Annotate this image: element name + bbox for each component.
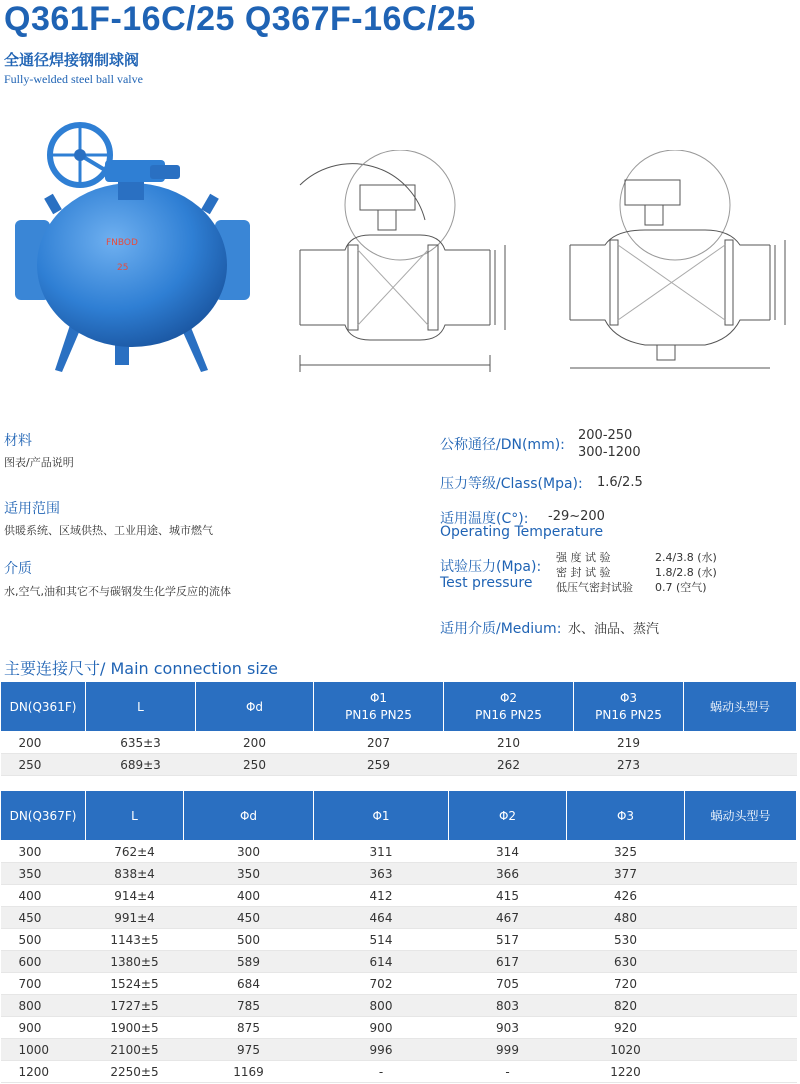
table-cell: 450 [1, 907, 86, 929]
table-cell: 262 [444, 754, 574, 776]
table-cell: 500 [1, 929, 86, 951]
table-row [1, 885, 797, 907]
table-cell [685, 1039, 797, 1061]
header-phi2: Φ2 [499, 691, 518, 705]
table-cell: 900 [314, 1017, 449, 1039]
valve-drawing-q361f [290, 150, 520, 380]
test-row-value: 0.7 (空气) [655, 581, 707, 594]
table-row [1, 841, 797, 863]
test-row-name: 密 封 试 验 [556, 566, 611, 579]
table-cell: 517 [449, 929, 567, 951]
table-row [1, 754, 797, 776]
table-cell: 589 [184, 951, 314, 973]
test-label-en: Test pressure [440, 575, 533, 591]
table-cell: 875 [184, 1017, 314, 1039]
table-cell: 363 [314, 863, 449, 885]
table-row [1, 995, 797, 1017]
table-cell [685, 951, 797, 973]
table-cell: 720 [567, 973, 685, 995]
table-cell: 975 [184, 1039, 314, 1061]
table-cell: 800 [314, 995, 449, 1017]
table-cell [685, 841, 797, 863]
medium-text: 水,空气,油和其它不与碳钢发生化学反应的流体 [4, 585, 231, 598]
table-cell [685, 907, 797, 929]
table-cell: 762±4 [86, 841, 184, 863]
table-cell: 415 [449, 885, 567, 907]
table-cell: 464 [314, 907, 449, 929]
table-row [1, 1017, 797, 1039]
table-cell: 903 [449, 1017, 567, 1039]
table-cell: 996 [314, 1039, 449, 1061]
table-header: DN(Q361F) [1, 682, 86, 732]
table-cell: 300 [184, 841, 314, 863]
material-text: 图表/产品说明 [4, 456, 74, 469]
table-cell: 914±4 [86, 885, 184, 907]
table-cell: 412 [314, 885, 449, 907]
applicable-medium-label: 适用介质/Medium: [440, 621, 562, 637]
table-cell: 1220 [567, 1061, 685, 1083]
class-label: 压力等级/Class(Mpa): [440, 476, 583, 492]
table-header [444, 682, 574, 732]
table-cell: 630 [567, 951, 685, 973]
table-cell: 1169 [184, 1061, 314, 1083]
table-header: 蜗动头型号 [685, 791, 797, 841]
dn-value-1: 200-250 [578, 428, 633, 443]
table-cell: 991±4 [86, 907, 184, 929]
table-cell [685, 1017, 797, 1039]
table-cell: 480 [567, 907, 685, 929]
table-cell: 705 [449, 973, 567, 995]
table-cell: 700 [1, 973, 86, 995]
header-phi1: Φ1 [369, 691, 388, 705]
table-header: Φ1 [314, 791, 449, 841]
table-cell: - [449, 1061, 567, 1083]
table-cell [685, 929, 797, 951]
dimension-table-q361f [0, 681, 797, 776]
temp-label-en: Operating Temperature [440, 524, 604, 540]
table-row [1, 732, 797, 754]
table-header: Φ2 [449, 791, 567, 841]
table-cell: 500 [184, 929, 314, 951]
table-header: 蜗动头型号 [684, 682, 797, 732]
table-header: Φ3 [567, 791, 685, 841]
table-cell [685, 885, 797, 907]
table-header [574, 682, 684, 732]
test-label: 试验压力(Mpa): [440, 559, 542, 575]
table-cell: 1200 [1, 1061, 86, 1083]
table-cell: 530 [567, 929, 685, 951]
table-cell: 838±4 [86, 863, 184, 885]
test-row-value: 1.8/2.8 (水) [655, 566, 717, 579]
table-cell: 684 [184, 973, 314, 995]
table-cell: 617 [449, 951, 567, 973]
table-cell: 207 [314, 732, 444, 754]
table-row [1, 863, 797, 885]
table-cell: 273 [574, 754, 684, 776]
table-row [1, 973, 797, 995]
table-cell: 200 [1, 732, 86, 754]
table-cell: 514 [314, 929, 449, 951]
section-title: 主要连接尺寸/ Main connection size [4, 659, 279, 678]
table-cell: 803 [449, 995, 567, 1017]
temp-label: 适用温度(C°): [440, 511, 529, 527]
table-cell: 250 [1, 754, 86, 776]
brand-mark: FNBOD [106, 238, 138, 248]
class-value: 1.6/2.5 [597, 475, 643, 490]
page-title: Q361F-16C/25 Q367F-16C/25 [4, 0, 476, 38]
scope-label: 适用范围 [4, 501, 60, 517]
table-cell: 325 [567, 841, 685, 863]
table-header: L [86, 791, 184, 841]
table-cell: 1020 [567, 1039, 685, 1061]
table-header: Φd [184, 791, 314, 841]
table-cell [685, 1061, 797, 1083]
table-cell [685, 973, 797, 995]
table-cell: 300 [1, 841, 86, 863]
material-label: 材料 [4, 433, 32, 449]
dn-value-2: 300-1200 [578, 445, 641, 460]
table-cell: 366 [449, 863, 567, 885]
valve-photo [10, 120, 255, 380]
table-cell: 314 [449, 841, 567, 863]
subtitle-chinese: 全通径焊接钢制球阀 [4, 51, 140, 69]
table-cell: 250 [196, 754, 314, 776]
table-cell: 426 [567, 885, 685, 907]
table-cell: 635±3 [86, 732, 196, 754]
applicable-medium-value: 水、油品、蒸汽 [568, 622, 660, 637]
table-cell: 920 [567, 1017, 685, 1039]
table-cell: - [314, 1061, 449, 1083]
table-cell: 400 [1, 885, 86, 907]
table-cell [685, 995, 797, 1017]
table-cell: 259 [314, 754, 444, 776]
table-cell: 219 [574, 732, 684, 754]
table-row [1, 951, 797, 973]
temp-value: -29~200 [548, 509, 605, 524]
table-cell [685, 863, 797, 885]
table-cell [684, 732, 797, 754]
table-cell: 800 [1, 995, 86, 1017]
test-row-value: 2.4/3.8 (水) [655, 551, 717, 564]
table-row [1, 907, 797, 929]
table-cell: 999 [449, 1039, 567, 1061]
table-cell: 467 [449, 907, 567, 929]
table-header [314, 682, 444, 732]
table-row [1, 1039, 797, 1061]
table-cell: 689±3 [86, 754, 196, 776]
table-cell: 210 [444, 732, 574, 754]
table-header: L [86, 682, 196, 732]
table-cell: 1143±5 [86, 929, 184, 951]
table-row [1, 929, 797, 951]
header-phi3-sub: PN16 PN25 [595, 708, 662, 722]
scope-text: 供暖系统、区域供热、工业用途、城市燃气 [4, 524, 213, 537]
table-header: Φd [196, 682, 314, 732]
dn-label: 公称通径/DN(mm): [440, 437, 565, 453]
header-phi2-sub: PN16 PN25 [475, 708, 542, 722]
table-row [1, 1061, 797, 1083]
table-cell: 377 [567, 863, 685, 885]
header-phi3: Φ3 [619, 691, 638, 705]
dimension-table-q367f [0, 790, 797, 1083]
medium-label: 介质 [4, 561, 32, 577]
table-cell: 820 [567, 995, 685, 1017]
table-cell: 614 [314, 951, 449, 973]
valve-drawing-q367f [565, 150, 795, 380]
table-cell: 450 [184, 907, 314, 929]
table-header: DN(Q367F) [1, 791, 86, 841]
table-cell: 2250±5 [86, 1061, 184, 1083]
test-row-name: 强 度 试 验 [556, 551, 611, 564]
table-cell: 785 [184, 995, 314, 1017]
table-cell: 350 [184, 863, 314, 885]
table-cell: 702 [314, 973, 449, 995]
table-cell: 311 [314, 841, 449, 863]
table-cell: 1524±5 [86, 973, 184, 995]
header-phi1-sub: PN16 PN25 [345, 708, 412, 722]
size-mark: 25 [117, 263, 129, 273]
table-cell: 1727±5 [86, 995, 184, 1017]
table-cell: 200 [196, 732, 314, 754]
table-cell: 1380±5 [86, 951, 184, 973]
table-cell: 900 [1, 1017, 86, 1039]
table-cell: 350 [1, 863, 86, 885]
table-cell: 600 [1, 951, 86, 973]
table-cell [684, 754, 797, 776]
table-cell: 1000 [1, 1039, 86, 1061]
test-row-name: 低压气密封试验 [556, 581, 633, 594]
table-cell: 1900±5 [86, 1017, 184, 1039]
table-cell: 2100±5 [86, 1039, 184, 1061]
table-cell: 400 [184, 885, 314, 907]
subtitle-english: Fully-welded steel ball valve [4, 72, 143, 86]
